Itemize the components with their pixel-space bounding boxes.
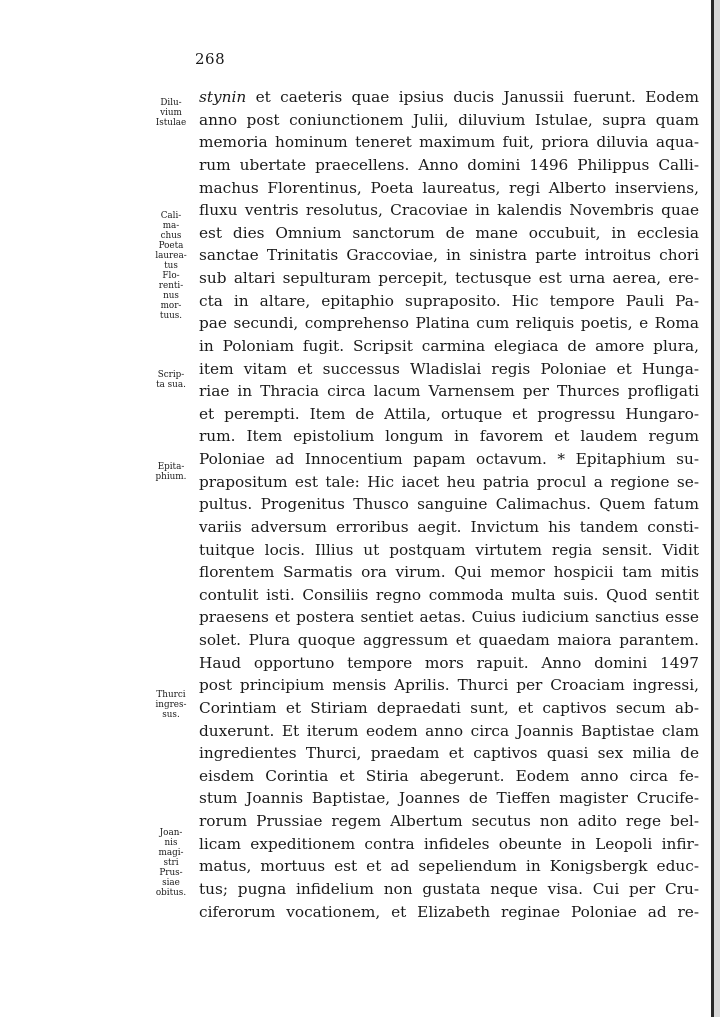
text-line: Haud opportuno tempore mors rapuit. Anno domini 1497 — [199, 653, 699, 672]
text-line: et perempti. Item de Attila, ortuque et progressu Hungaro- — [199, 404, 699, 423]
page-number: 268 — [195, 50, 226, 68]
text-line: eisdem Corintia et Stiria abegerunt. Eodem anno circa fe- — [199, 766, 699, 785]
text-line: in Poloniam fugit. Scripsit carmina elegiaca de amore plura, — [199, 336, 699, 355]
text-line: rorum Prussiae regem Albertum secutus non adito rege bel- — [199, 812, 699, 830]
text-line: post principium mensis Aprilis. Thurci per Croaciam ingressi, — [199, 676, 699, 695]
text-line: tuitque locis. Illius ut postquam virtutem regia sensit. Vidit — [199, 540, 699, 559]
body-text — [199, 86, 699, 923]
text-line: stum Joannis Baptistae, Joannes de Tieffen magister Crucife- — [199, 789, 699, 808]
text-line: sanctae Trinitatis Graccoviae, in sinistra parte introitus chori — [199, 246, 699, 265]
text-line: Poloniae ad Innocentium papam octavum. * Epitaphium su- — [199, 450, 699, 468]
text-line: cta in altare, epitaphio supraposito. Hic tempore Pauli Pa- — [199, 291, 699, 310]
text-line: duxerunt. Et iterum eodem anno circa Joannis Baptistae clam — [199, 721, 699, 740]
marginal-note-thurci: Thurci ingres- sus. — [155, 690, 187, 720]
text-line: rum. Item epistolium longum in favorem et laudem regum — [199, 427, 699, 446]
marginal-note-diluvium: Dilu- vium Istulae — [155, 98, 187, 128]
text-line: pae secundi, comprehenso Platina cum reliquis poetis, e Roma — [199, 314, 699, 333]
text-line: solet. Plura quoque aggressum et quaedam maiora parantem. — [199, 631, 699, 649]
text-line: matus, mortuus est et ad sepeliendum in Konigsbergk educ- — [199, 857, 699, 876]
page-edge-shadow — [714, 0, 720, 1017]
text-line: machus Florentinus, Poeta laureatus, regi Alberto inserviens, — [199, 178, 699, 197]
text-line: anno post coniunctionem Julii, diluvium Istulae, supra quam — [199, 110, 699, 129]
text-line: praesens et postera sentiet aetas. Cuius iudicium sanctius esse — [199, 608, 699, 627]
text-line: est dies Omnium sanctorum de mane occubuit, in ecclesia — [199, 223, 699, 242]
text-line: variis adversum erroribus aegit. Invictum his tandem consti- — [199, 517, 699, 536]
text-line: ciferorum vocationem, et Elizabeth reginae Poloniae ad re- — [199, 902, 699, 921]
text-line: tus; pugna infidelium non gustata neque visa. Cui per Cru- — [199, 879, 699, 898]
text-line: prapositum est tale: Hic iacet heu patria procul a regione se- — [199, 472, 699, 491]
text-line: item vitam et successus Wladislai regis Poloniae et Hunga- — [199, 359, 699, 378]
marginal-note-joannis: Joan- nis magi- stri Prus- siae obitus. — [155, 828, 187, 898]
text-line: sub altari sepulturam percepit, tectusque est urna aerea, ere- — [199, 269, 699, 287]
marginal-note-callimachus: Cali- ma- chus Poeta laurea- tus Flo- renti- nus mor- tuus. — [155, 211, 187, 321]
text-line: licam expeditionem contra infideles obeunte in Leopoli infir- — [199, 834, 699, 853]
text-line: memoria hominum teneret maximum fuit, priora diluvia aqua- — [199, 133, 699, 152]
marginal-note-scripta: Scrip- ta sua. — [156, 370, 186, 390]
text-line: riae in Thracia circa lacum Varnensem per Thurces profligati — [199, 382, 699, 401]
italic-word: stynin — [199, 88, 247, 106]
marginal-note-epitaphium: Epita- phium. — [155, 462, 187, 482]
text-line: florentem Sarmatis ora virum. Qui memor hospicii tam mitis — [199, 563, 699, 582]
text-line: ingredientes Thurci, praedam et captivos quasi sex milia de — [199, 744, 699, 763]
text-line: fluxu ventris resolutus, Cracoviae in kalendis Novembris quae — [199, 201, 699, 220]
text-line: rum ubertate praecellens. Anno domini 1496 Philippus Calli- — [199, 155, 699, 174]
text-line: Corintiam et Stiriam depraedati sunt, et captivos secum ab- — [199, 698, 699, 717]
text-line: stynin et caeteris quae ipsius ducis Janussii fuerunt. Eodem — [199, 88, 699, 106]
text-line: contulit isti. Consiliis regno commoda multa suis. Quod sentit — [199, 585, 699, 604]
text-line: pultus. Progenitus Thusco sanguine Calimachus. Quem fatum — [199, 495, 699, 514]
